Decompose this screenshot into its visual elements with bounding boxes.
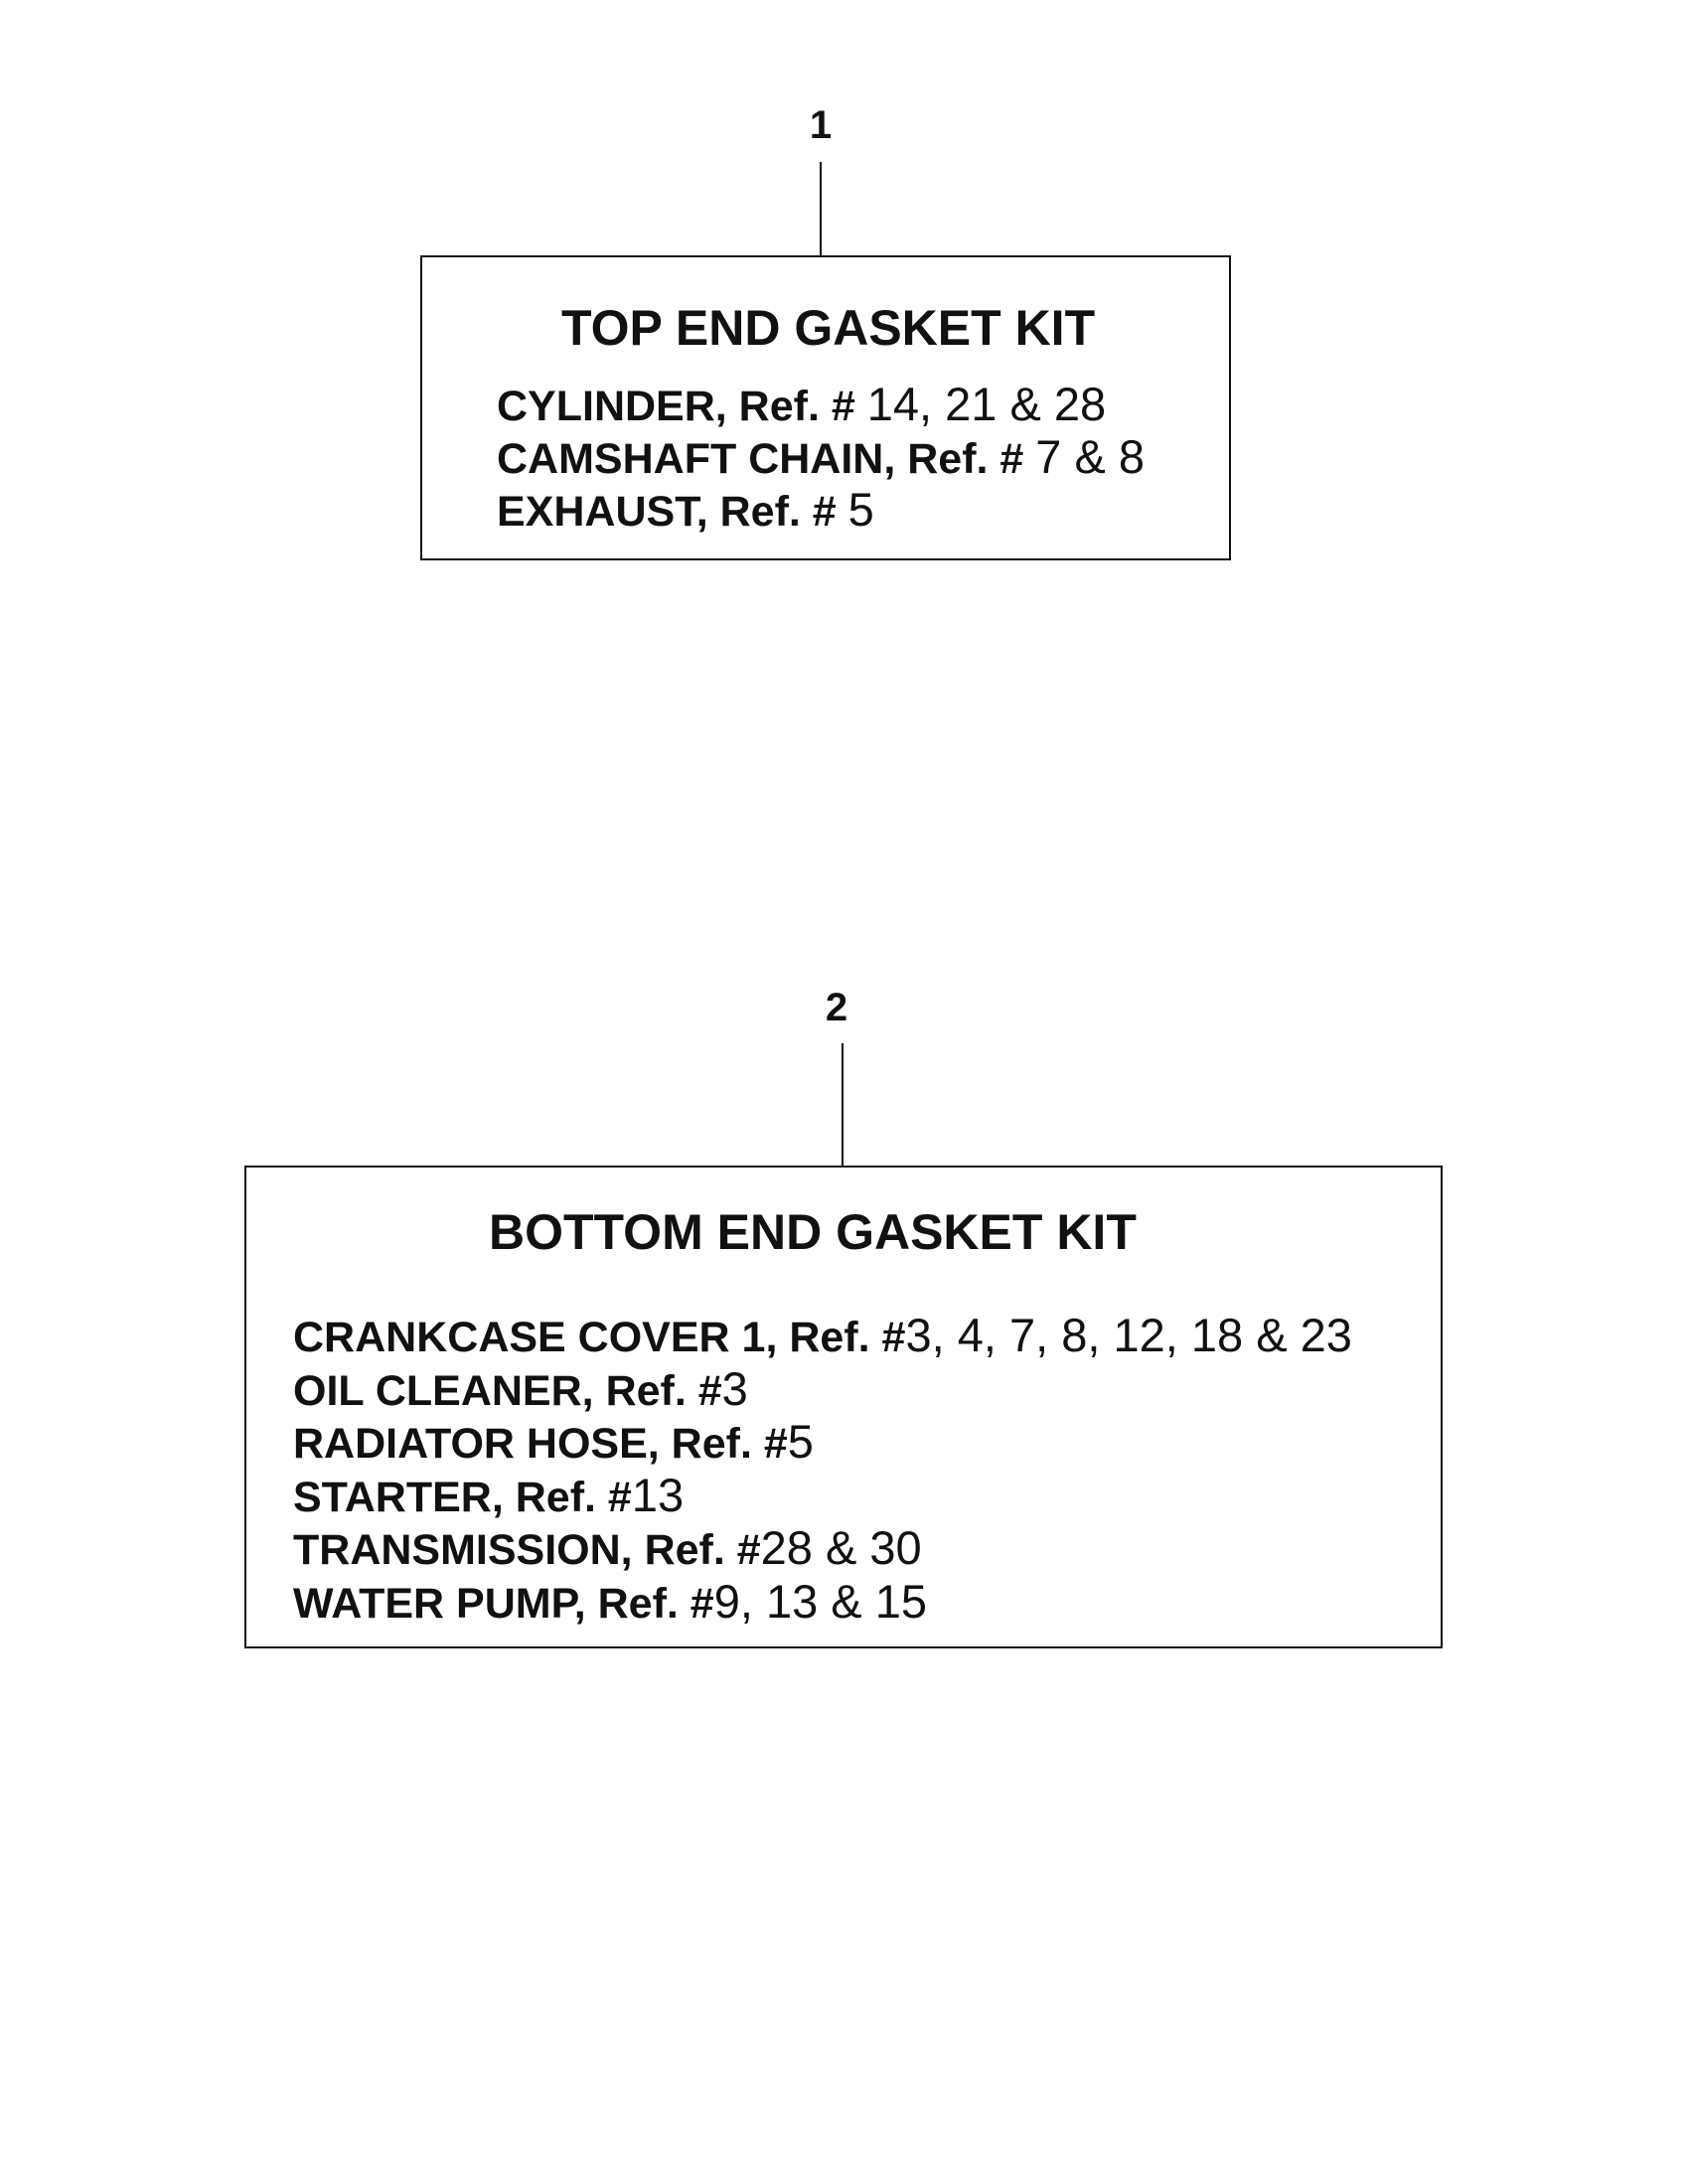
- part-label: CAMSHAFT CHAIN, Ref. #: [497, 435, 1036, 483]
- ref-numbers: 3: [721, 1361, 748, 1415]
- top-end-gasket-kit-box: [420, 255, 1231, 560]
- ref-numbers: 13: [631, 1468, 685, 1521]
- part-label: CRANKCASE COVER 1, Ref. #: [293, 1314, 906, 1361]
- kit-parts-list: [293, 1309, 1352, 1631]
- list-item: [497, 378, 1145, 433]
- callout-number-1: 1: [809, 103, 833, 147]
- list-item: [293, 1468, 1352, 1525]
- ref-numbers: 9, 13 & 15: [713, 1574, 927, 1628]
- ref-numbers: 5: [787, 1415, 814, 1468]
- ref-numbers: 7 & 8: [1035, 430, 1146, 483]
- list-item: [497, 430, 1146, 486]
- callout-number-2: 2: [825, 986, 848, 1029]
- bottom-end-gasket-kit-box: [244, 1166, 1443, 1648]
- part-label: WATER PUMP, Ref. #: [293, 1579, 714, 1628]
- list-item: [293, 1574, 1352, 1632]
- list-item: [497, 483, 1145, 539]
- list-item: [293, 1309, 1352, 1365]
- part-label: OIL CLEANER, Ref. #: [293, 1366, 722, 1415]
- part-label: CYLINDER, Ref. #: [497, 383, 867, 430]
- part-label: EXHAUST, Ref. #: [497, 488, 848, 536]
- ref-numbers: 5: [847, 483, 874, 536]
- leader-line-2: [842, 1043, 844, 1167]
- ref-numbers: 28 & 30: [760, 1521, 922, 1574]
- kit-parts-list: [497, 378, 1146, 539]
- part-label: TRANSMISSION, Ref. #: [293, 1526, 761, 1574]
- list-item: [293, 1361, 1352, 1419]
- leader-line-1: [820, 162, 822, 256]
- kit-title: BOTTOM END GASKET KIT: [489, 1204, 1137, 1260]
- kit-title: TOP END GASKET KIT: [561, 300, 1096, 356]
- part-label: STARTER, Ref. #: [293, 1473, 632, 1521]
- list-item: [293, 1521, 1352, 1578]
- ref-numbers: 3, 4, 7, 8, 12, 18 & 23: [905, 1309, 1352, 1361]
- ref-numbers: 14, 21 & 28: [866, 378, 1107, 430]
- part-label: RADIATOR HOSE, Ref. #: [293, 1420, 788, 1468]
- list-item: [293, 1415, 1352, 1472]
